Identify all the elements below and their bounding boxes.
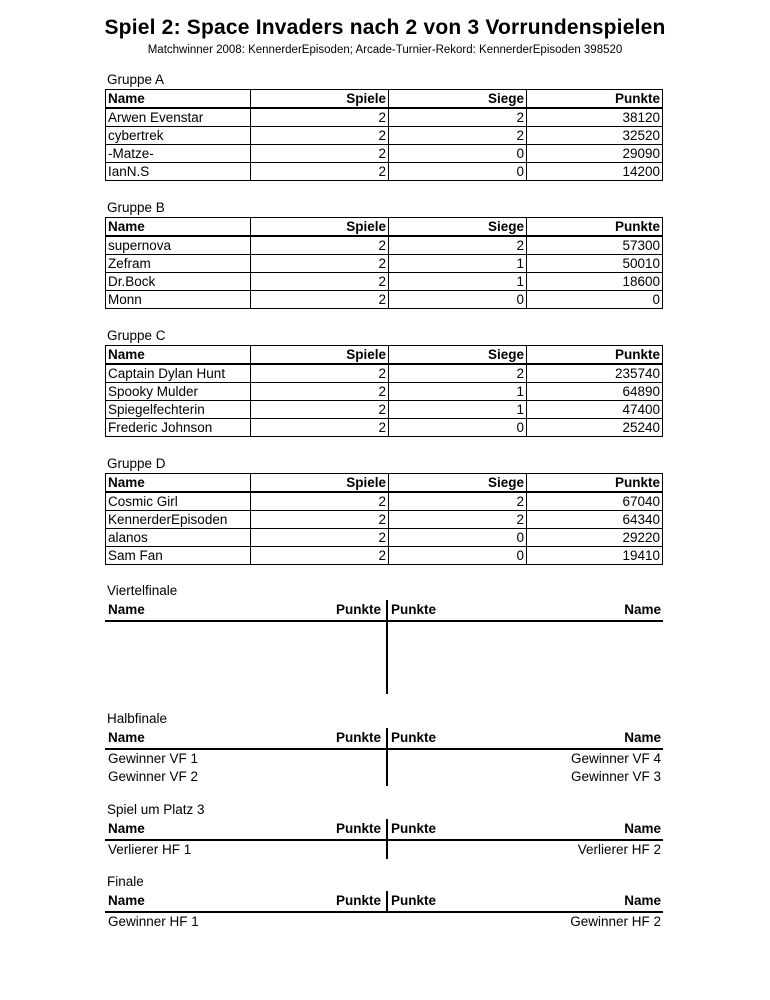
cell-punkte: 25240 bbox=[527, 419, 663, 437]
cell-punkte: 32520 bbox=[527, 127, 663, 145]
table-row bbox=[106, 511, 663, 529]
cell-name: Spooky Mulder bbox=[106, 383, 251, 401]
group-d-label: Gruppe D bbox=[107, 456, 166, 471]
group-a-label: Gruppe A bbox=[107, 72, 165, 87]
cell-name: supernova bbox=[106, 236, 251, 255]
column-header-punkte: Punkte bbox=[527, 474, 663, 493]
cell-siege: 1 bbox=[389, 273, 527, 291]
table-row bbox=[106, 383, 663, 401]
cell-name: Captain Dylan Hunt bbox=[106, 364, 251, 383]
cell-name: alanos bbox=[106, 529, 251, 547]
table-row bbox=[106, 255, 663, 273]
cell-siege: 0 bbox=[389, 163, 527, 181]
header-punkte-left: Punkte bbox=[335, 821, 381, 836]
table-row bbox=[106, 108, 663, 127]
cell-siege: 2 bbox=[389, 492, 527, 511]
cell-spiele: 2 bbox=[251, 255, 389, 273]
table-row bbox=[106, 419, 663, 437]
cell-punkte: 38120 bbox=[527, 108, 663, 127]
header-punkte-right: Punkte bbox=[391, 821, 437, 836]
cell-spiele: 2 bbox=[251, 511, 389, 529]
cell-spiele: 2 bbox=[251, 108, 389, 127]
cell-spiele: 2 bbox=[251, 401, 389, 419]
header-name-left: Name bbox=[108, 893, 145, 908]
table-header-row bbox=[106, 346, 663, 365]
column-header-spiele: Spiele bbox=[251, 218, 389, 237]
platz3-table bbox=[105, 819, 663, 859]
table-row bbox=[106, 127, 663, 145]
cell-siege: 0 bbox=[389, 291, 527, 309]
cell-name: -Matze- bbox=[106, 145, 251, 163]
cell-name: Frederic Johnson bbox=[106, 419, 251, 437]
column-header-name: Name bbox=[106, 346, 251, 365]
player-left: Gewinner VF 1 bbox=[108, 751, 199, 766]
cell-name: Arwen Evenstar bbox=[106, 108, 251, 127]
ko-header bbox=[105, 891, 663, 913]
cell-siege: 0 bbox=[389, 145, 527, 163]
cell-spiele: 2 bbox=[251, 145, 389, 163]
ko-header bbox=[105, 819, 663, 841]
header-name-right: Name bbox=[624, 893, 661, 908]
column-header-name: Name bbox=[106, 218, 251, 237]
match-row bbox=[105, 750, 663, 768]
column-header-punkte: Punkte bbox=[527, 346, 663, 365]
column-header-siege: Siege bbox=[389, 90, 527, 109]
cell-name: Monn bbox=[106, 291, 251, 309]
player-right: Gewinner HF 2 bbox=[570, 914, 661, 929]
cell-punkte: 18600 bbox=[527, 273, 663, 291]
header-name-left: Name bbox=[108, 602, 145, 617]
group-a-table bbox=[105, 89, 663, 181]
group-d-table bbox=[105, 473, 663, 565]
table-header-row bbox=[106, 90, 663, 109]
player-right: Verlierer HF 2 bbox=[577, 842, 661, 857]
header-name-left: Name bbox=[108, 821, 145, 836]
viertelfinale-label: Viertelfinale bbox=[107, 583, 178, 598]
cell-punkte: 0 bbox=[527, 291, 663, 309]
cell-siege: 2 bbox=[389, 236, 527, 255]
table-row bbox=[106, 492, 663, 511]
cell-name: Sam Fan bbox=[106, 547, 251, 565]
cell-punkte: 47400 bbox=[527, 401, 663, 419]
cell-siege: 2 bbox=[389, 108, 527, 127]
cell-siege: 1 bbox=[389, 383, 527, 401]
cell-name: Zefram bbox=[106, 255, 251, 273]
column-header-spiele: Spiele bbox=[251, 474, 389, 493]
column-header-punkte: Punkte bbox=[527, 218, 663, 237]
header-name-right: Name bbox=[624, 730, 661, 745]
cell-punkte: 50010 bbox=[527, 255, 663, 273]
header-punkte-right: Punkte bbox=[391, 893, 437, 908]
cell-punkte: 64340 bbox=[527, 511, 663, 529]
table-row bbox=[106, 273, 663, 291]
player-right: Gewinner VF 3 bbox=[570, 769, 661, 784]
cell-spiele: 2 bbox=[251, 127, 389, 145]
group-c-label: Gruppe C bbox=[107, 328, 166, 343]
page-title: Spiel 2: Space Invaders nach 2 von 3 Vorrundenspielen bbox=[104, 16, 666, 39]
match-row bbox=[105, 841, 663, 859]
column-header-siege: Siege bbox=[389, 218, 527, 237]
table-row bbox=[106, 529, 663, 547]
page-subtitle: Matchwinner 2008: KennerderEpisoden; Arcade-Turnier-Rekord: KennerderEpisoden 398520 bbox=[147, 44, 623, 56]
cell-punkte: 14200 bbox=[527, 163, 663, 181]
header-punkte-right: Punkte bbox=[391, 602, 437, 617]
group-b-table bbox=[105, 217, 663, 309]
cell-punkte: 64890 bbox=[527, 383, 663, 401]
header-name-right: Name bbox=[624, 821, 661, 836]
header-punkte-right: Punkte bbox=[391, 730, 437, 745]
group-c-table bbox=[105, 345, 663, 437]
cell-siege: 1 bbox=[389, 255, 527, 273]
cell-spiele: 2 bbox=[251, 492, 389, 511]
cell-spiele: 2 bbox=[251, 291, 389, 309]
halbfinale-label: Halbfinale bbox=[107, 711, 168, 726]
column-header-siege: Siege bbox=[389, 346, 527, 365]
header-punkte-left: Punkte bbox=[335, 893, 381, 908]
cell-siege: 0 bbox=[389, 419, 527, 437]
column-header-name: Name bbox=[106, 474, 251, 493]
halbfinale-table bbox=[105, 728, 663, 786]
cell-punkte: 19410 bbox=[527, 547, 663, 565]
cell-siege: 1 bbox=[389, 401, 527, 419]
cell-siege: 2 bbox=[389, 364, 527, 383]
cell-punkte: 235740 bbox=[527, 364, 663, 383]
ko-header bbox=[105, 600, 663, 622]
table-row bbox=[106, 291, 663, 309]
header-name-left: Name bbox=[108, 730, 145, 745]
match-row bbox=[105, 768, 663, 786]
column-divider bbox=[386, 891, 388, 911]
cell-siege: 0 bbox=[389, 529, 527, 547]
column-header-name: Name bbox=[106, 90, 251, 109]
cell-name: Spiegelfechterin bbox=[106, 401, 251, 419]
column-header-siege: Siege bbox=[389, 474, 527, 493]
column-header-spiele: Spiele bbox=[251, 90, 389, 109]
cell-spiele: 2 bbox=[251, 547, 389, 565]
cell-name: Cosmic Girl bbox=[106, 492, 251, 511]
cell-spiele: 2 bbox=[251, 364, 389, 383]
cell-name: IanN.S bbox=[106, 163, 251, 181]
cell-spiele: 2 bbox=[251, 273, 389, 291]
group-b-label: Gruppe B bbox=[107, 200, 165, 215]
cell-punkte: 57300 bbox=[527, 236, 663, 255]
table-row bbox=[106, 236, 663, 255]
table-row bbox=[106, 547, 663, 565]
finale-table bbox=[105, 891, 663, 931]
ko-header bbox=[105, 728, 663, 750]
cell-siege: 0 bbox=[389, 547, 527, 565]
player-right: Gewinner VF 4 bbox=[570, 751, 661, 766]
column-header-spiele: Spiele bbox=[251, 346, 389, 365]
cell-punkte: 29090 bbox=[527, 145, 663, 163]
player-left: Gewinner VF 2 bbox=[108, 769, 199, 784]
table-row bbox=[106, 401, 663, 419]
table-row bbox=[106, 163, 663, 181]
table-row bbox=[106, 145, 663, 163]
column-divider bbox=[386, 728, 388, 786]
cell-spiele: 2 bbox=[251, 236, 389, 255]
cell-name: KennerderEpisoden bbox=[106, 511, 251, 529]
finale-label: Finale bbox=[107, 874, 144, 889]
table-row bbox=[106, 364, 663, 383]
platz3-label: Spiel um Platz 3 bbox=[107, 802, 205, 817]
cell-spiele: 2 bbox=[251, 383, 389, 401]
table-header-row bbox=[106, 474, 663, 493]
player-left: Verlierer HF 1 bbox=[108, 842, 192, 857]
match-row bbox=[105, 913, 663, 931]
table-header-row bbox=[106, 218, 663, 237]
cell-punkte: 29220 bbox=[527, 529, 663, 547]
cell-spiele: 2 bbox=[251, 529, 389, 547]
column-divider bbox=[386, 600, 388, 694]
column-header-punkte: Punkte bbox=[527, 90, 663, 109]
header-punkte-left: Punkte bbox=[335, 602, 381, 617]
viertelfinale-table bbox=[105, 600, 663, 622]
cell-punkte: 67040 bbox=[527, 492, 663, 511]
cell-name: Dr.Bock bbox=[106, 273, 251, 291]
cell-siege: 2 bbox=[389, 127, 527, 145]
column-divider bbox=[386, 819, 388, 859]
cell-spiele: 2 bbox=[251, 163, 389, 181]
player-left: Gewinner HF 1 bbox=[108, 914, 199, 929]
cell-spiele: 2 bbox=[251, 419, 389, 437]
cell-siege: 2 bbox=[389, 511, 527, 529]
cell-name: cybertrek bbox=[106, 127, 251, 145]
header-punkte-left: Punkte bbox=[335, 730, 381, 745]
header-name-right: Name bbox=[624, 602, 661, 617]
